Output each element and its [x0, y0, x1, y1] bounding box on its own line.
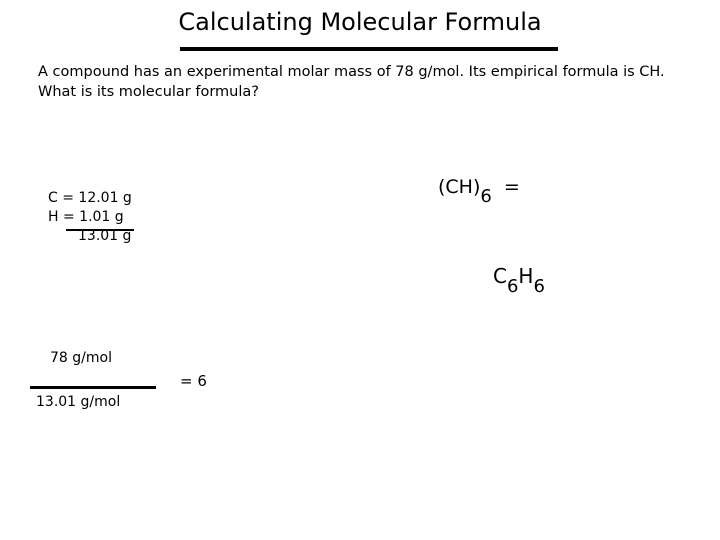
question-text	[38, 62, 665, 102]
fraction-denominator: 13.01 g/mol	[36, 394, 121, 410]
fraction-bar	[30, 386, 156, 389]
molecular-subscript-c: 6	[506, 276, 519, 297]
empirical-expression	[438, 176, 520, 207]
molecular-subscript-h: 6	[533, 276, 545, 297]
division-result: = 6	[180, 372, 207, 390]
title-underline	[180, 47, 558, 51]
hydrogen-mass: H = 1.01 g	[48, 209, 124, 225]
molecular-formula	[493, 264, 545, 297]
carbon-mass: C = 12.01 g	[48, 190, 132, 206]
page-title: Calculating Molecular Formula	[178, 8, 542, 36]
question-line-1: A compound has an experimental molar mass of 78 g/mol. Its empirical formula is CH.	[38, 64, 665, 80]
molecular-element-c: C	[493, 264, 507, 288]
question-line-2: What is its molecular formula?	[38, 84, 259, 100]
total-mass: 13.01 g	[78, 228, 132, 244]
molecular-element-h: H	[518, 264, 534, 288]
empirical-formula: (CH)	[438, 176, 481, 198]
empirical-subscript: 6	[480, 186, 492, 207]
fraction-numerator: 78 g/mol	[50, 350, 112, 366]
empirical-equals: =	[503, 176, 520, 198]
